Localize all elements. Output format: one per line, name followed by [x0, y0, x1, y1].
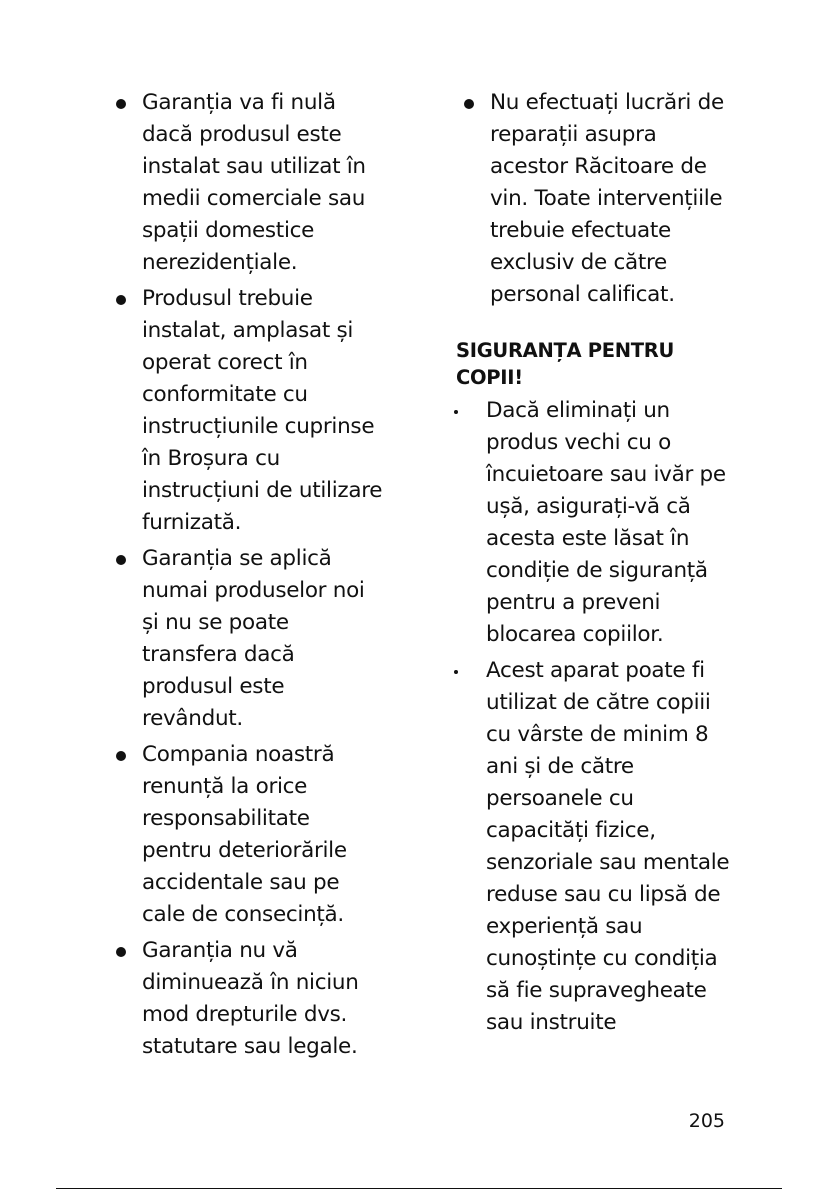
- bullet-icon: [116, 295, 126, 305]
- warranty-list: [108, 87, 383, 1063]
- bullet-icon: [116, 751, 126, 761]
- list-item-text: Produsul trebuie instalat, amplasat și operat corect în conformitate cu instrucțiunile cuprinse în Broșura cu instrucțiuni de utilizare furnizată.: [142, 286, 383, 535]
- list-item: [108, 739, 383, 931]
- footer-divider: [56, 1188, 782, 1189]
- page-number: 205: [688, 1110, 725, 1132]
- bullet-icon: [116, 555, 126, 565]
- left-column: [108, 87, 383, 1067]
- list-item: [108, 935, 383, 1063]
- list-item-text: Nu efectuați lucrări de reparații asupra acestor Răcitoare de vin. Toate intervențiile trebuie efectuate exclusiv de către personal calificat.: [490, 90, 724, 307]
- list-item-text: Dacă eliminați un produs vechi cu o încuietoare sau ivăr pe ușă, asigurați-vă că acesta este lăsat în condiție de siguranță pentru a preveni blocarea copiilor.: [486, 398, 726, 647]
- child-safety-list: [452, 395, 737, 1039]
- list-item-text: Acest aparat poate fi utilizat de către copiii cu vârste de minim 8 ani și de către persoanele cu capacități fizice, senzoriale sau mentale reduse sau cu lipsă de experiență sau cunoștințe cu condiția să fie supravegheate sau instruite: [486, 658, 730, 1035]
- list-item-text: Garanția se aplică numai produselor noi și nu se poate transfera dacă produsul este revândut.: [142, 546, 365, 731]
- list-item: [108, 543, 383, 735]
- section-heading: SIGURANȚA PENTRU COPII!: [456, 339, 675, 389]
- list-item: [108, 283, 383, 539]
- repair-list: [456, 87, 737, 311]
- bullet-icon: [116, 947, 126, 957]
- list-item: [108, 87, 383, 279]
- list-item: [456, 87, 737, 311]
- bullet-icon: [116, 99, 126, 109]
- bullet-icon: [454, 670, 458, 674]
- list-item-text: Compania noastră renunță la orice responsabilitate pentru deteriorările accidentale sau pe cale de consecință.: [142, 742, 347, 927]
- list-item: [452, 395, 737, 651]
- list-item-text: Garanția nu vă diminuează în niciun mod drepturile dvs. statutare sau legale.: [142, 938, 359, 1059]
- list-item: [452, 655, 737, 1039]
- bullet-icon: [454, 410, 458, 414]
- list-item-text: Garanția va fi nulă dacă produsul este instalat sau utilizat în medii comerciale sau spații domestice nerezidențiale.: [142, 90, 366, 275]
- bullet-icon: [464, 99, 474, 109]
- right-column: [452, 87, 737, 1043]
